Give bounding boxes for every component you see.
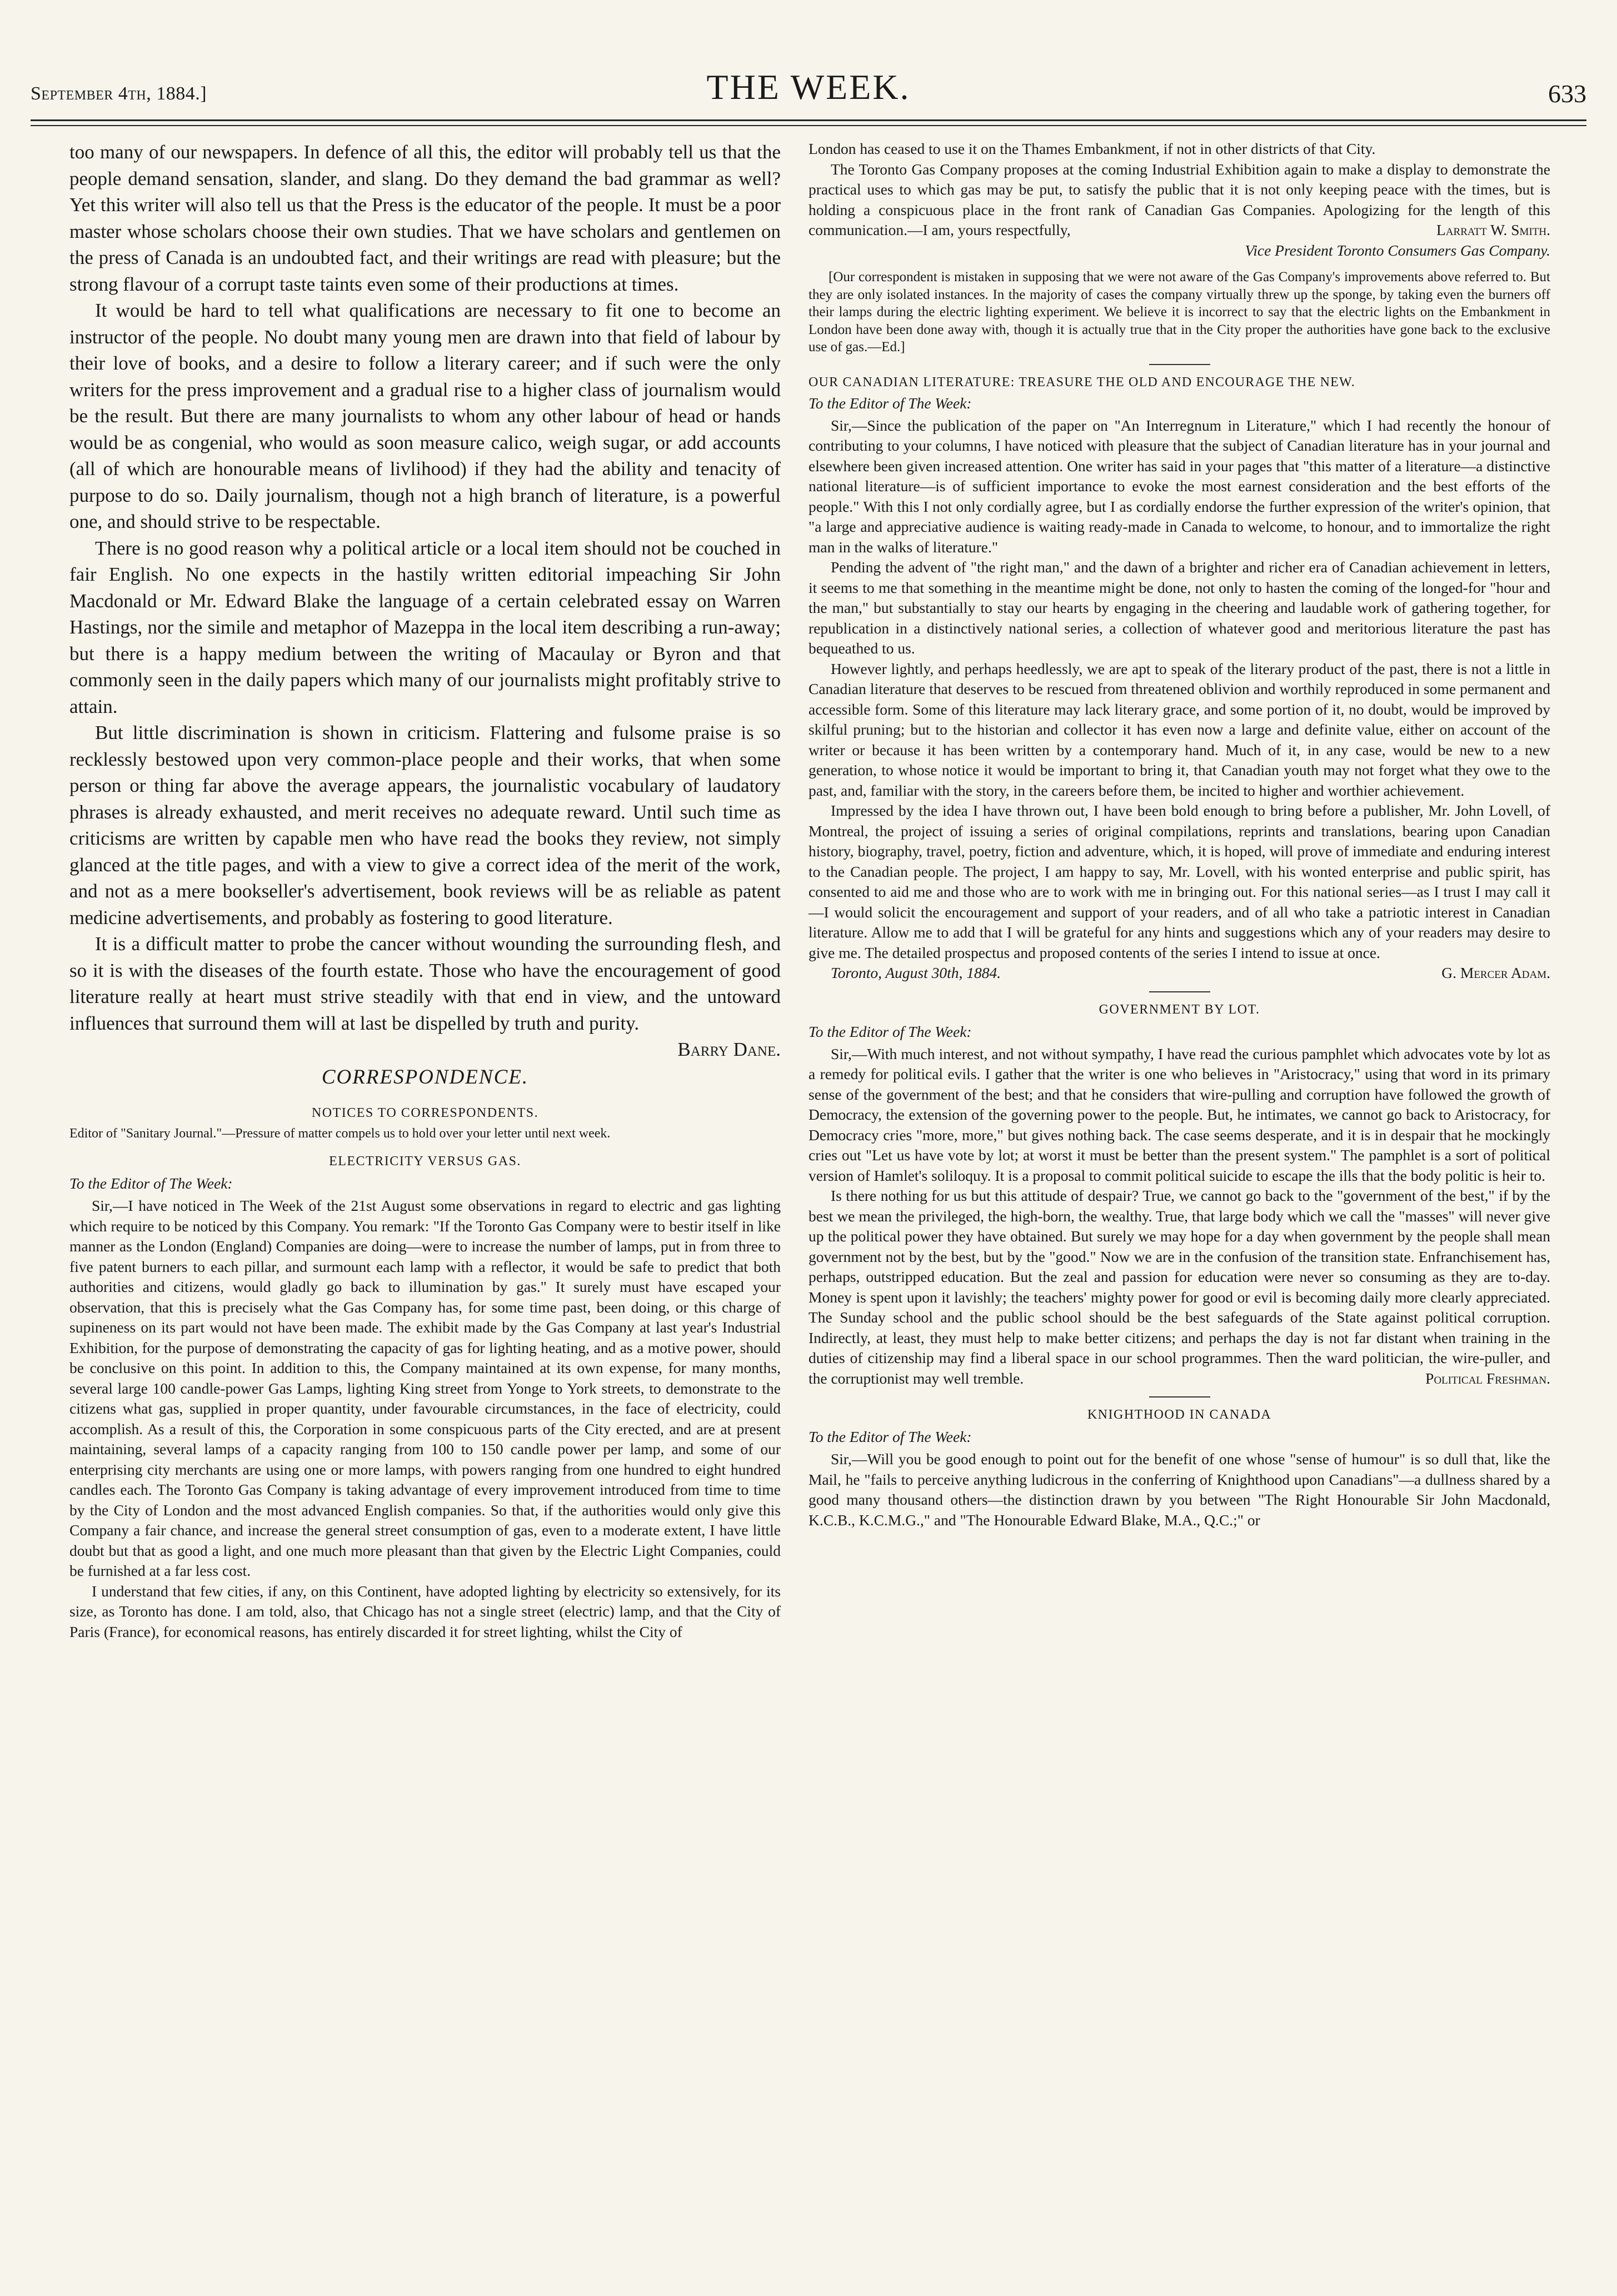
literature-signature: G. Mercer Adam. [1441,964,1550,981]
issue-date: September 4th, 1884.] [31,83,207,104]
essay-paragraph: There is no good reason why a political article or a local item should not be couched in fair English. No one expects in the hastily written editorial impeaching Sir John Macdonald or Mr. Edward Blake the language of a certain celebrated essay on Warren Hastings, nor the simile and metaphor of Mazeppa in the local item describing a run-away; but there is a happy medium between the writing of Macaulay or Byron and that commonly seen in the daily papers which many of our journalists might profitably strive to attain. [69,537,781,717]
lot-signature: Political Freshman. [1425,1369,1550,1387]
letter-paragraph: London has ceased to use it on the Thames Embankment, if not in other districts of that City. [808,140,1376,157]
knighthood-letter [808,1449,1550,1530]
section-divider [1149,364,1210,365]
salutation: To the Editor of The Week: [808,1022,972,1040]
letter-paragraph: Sir,—I have noticed in The Week of the 21st August some observations in regard to electric and gas lighting which require to be noticed by this Company. You remark: "If the Toronto Gas Company were to bestir itself in like manner as the London (England) Companies are doing—were to increase the number of lamps, put in from three to five patent burners to each pillar, and surmount each lamp with a reflector, it would be safe to predict that both authorities and citizens, would gladly go back to illumination by gas." It surely must have escaped your observation, that this is precisely what the Gas Company has, for some time past, been doing, or this charge of supineness on its part would not have been made. The exhibit made by the Gas Company at last year's Industrial Exhibition, for the purpose of demonstrating the capacity of gas for lighting heating, and as a motive power, should be conclusive on this point. In addition to this, the Company maintained at its own expense, for many months, several large 100 candle-power Gas Lamps, lighting King street from Yonge to York streets, to demonstrate to the citizens what gas, supplied in proper quantity, under favourable circumstances, in the face of electricity, could accomplish. As a result of this, the Corporation in some conspicuous parts of the City erected, and are at present maintaining, several lamps of a capacity ranging from 100 to 150 candle power per lamp, and some of our enterprising city merchants are using one or more lamps, with powers ranging from one hundred to eight hundred candles each. The Toronto Gas Company is taking advantage of every improvement introduced from time to time by the City of London and the most advanced English companies. So that, if the authorities would only give this Company a fair chance, and increase the general street consumption of gas, even to a moderate extent, I have little doubt but that as good a light, and one much more pleasant than that given by the Electric Light Companies, could be furnished at a far less cost. [69,1197,781,1579]
letter-paragraph [808,159,1550,241]
letter-paragraph: Impressed by the idea I have thrown out, I have been bold enough to bring before a publisher, Mr. John Lovell, of Montreal, the project of issuing a series of original compilations, reprints and translations, bearing upon Canadian history, biography, travel, poetry, fiction and adventure, which, it is hoped, will prove of immediate and enduring interest to the Canadian people. The project, I am happy to say, Mr. Lovell, with his wonted enterprise and public spirit, has consented to aid me and those who are to work with me in bringing out. For this national series—as I trust I may call it—I would solicit the encouragement and support of your readers, and of all who take a patriotic interest in Canadian literature. Allow me to add that I will be grateful for any hints and suggestions which any of your readers may desire to give me. The detailed prospectus and proposed contents of the series I intend to issue at once. [808,802,1550,961]
letter-paragraph: Sir,—With much interest, and not without sympathy, I have read the curious pamphlet which advocates vote by lot as a remedy for political evils. I gather that the writer is one who believes in "Aristocracy," using that word in its primary sense of the government of the best; and that he considers that wire-pulling and corruption have followed the growth of Democracy, the extension of the governing power to the people. But, he intimates, we cannot go back to Aristocracy, for Democracy cries "more, more," but gives nothing back. The case seems desperate, and it is in despair that he mockingly cries out "Let us have vote by lot; at worst it must be better than the present system." The pamphlet is a sort of political version of Hamlet's soliloquy. It is a proposal to commit political suicide to escape the ills that the body politic is heir to. [808,1045,1550,1184]
letter-paragraph: Sir,—Will you be good enough to point out for the benefit of one whose "sense of humour" is so dull that, like the Mail, he "fails to perceive anything ludicrous in the conferring of Knighthood upon Canadians"—a dullness shared by a good many thousand others—the distinction drawn by you between "The Right Honourable Sir John Macdonald, K.C.B., K.C.M.G.," and "The Honourable Edward Blake, M.A., Q.C.;" or [808,1450,1550,1529]
letter-paragraph: Pending the advent of "the right man," and the dawn of a brighter and richer era of Canadian achievement in letters, it seems to me that something in the meantime might be done, not only to hasten the coming of the longed-for "hour and the man," but substantially to stay our hearts by engaging in the cheering and laudable work of gathering together, for republication in a distinctively national series, a collection of whatever good and meritorious literature the past has bequeathed to us. [808,558,1550,657]
literature-signoff [808,963,1550,984]
salutation: To the Editor of The Week: [69,1175,233,1192]
gas-signature-title: Vice President Toronto Consumers Gas Company. [1245,241,1550,259]
essay-paragraph: It would be hard to tell what qualifications are necessary to fit one to become an instructor of the people. No doubt many young men are drawn into that field of labour by their love of books, and a desire to follow a literary career; and if such were the only writers for the press improvement and a gradual rise to a higher class of journalism would be the result. But there are many journalists to whom any other labour of head or hands would be as congenial, who would as soon measure calico, weigh sugar, or add accounts (all of which are honourable means of livlihood) if they had the ability and tenacity of purpose to do so. Daily journalism, though not a high branch of literature, is a powerful one, and should strive to be respectable. [69,300,781,532]
right-column [808,139,1550,1530]
section-divider [1149,991,1210,992]
electricity-heading: ELECTRICITY VERSUS GAS. [329,1154,521,1169]
masthead-rule [31,119,1586,126]
masthead [31,67,1586,150]
knighthood-heading: KNIGHTHOOD IN CANADA [1087,1407,1272,1422]
letter-paragraph: I understand that few cities, if any, on this Continent, have adopted lighting by electricity so extensively, for its size, as Toronto has done. I am told, also, that Chicago has not a single street (electric) lamp, and that the City of Paris (France), for economical reasons, has entirely discarded it for street lighting, whilst the City of [69,1582,781,1640]
notice-text: Editor of "Sanitary Journal."—Pressure of matter compels us to hold over your letter until next week. [69,1126,611,1141]
editor-note: [Our correspondent is mistaken in supposing that we were not aware of the Gas Company's improvements above referred to. But they are only isolated instances. In the majority of cases the company virtually threw up the sponge, by taking even the burners off their lamps during the electric lighting experiment. We believe it is incorrect to say that the electric lights on the Embankment in London have been done away with, though it is actually true that in the City proper the authorities have gone back to the exclusive use of gas.—Ed.] [808,269,1550,355]
left-column [69,139,781,1642]
letter-paragraph: Sir,—Since the publication of the paper on "An Interregnum in Literature," which I had recently the honour of contributing to your columns, I have noticed with pleasure that the subject of Canadian literature has in your journal and elsewhere been given increased attention. One writer has said in your pages that "this matter of a literature—a distinctive national literature—is of sufficient importance to evoke the most earnest consideration and the best efforts of the people." With this I not only cordially agree, but I as cordially endorse the further expression of the writer's opinion, that "a large and appreciative audience is waiting ready-made in Canada to welcome, to honour, and to immortalize the right man in the walks of literature." [808,416,1550,556]
electricity-letter [69,1196,781,1642]
notices-heading: NOTICES TO CORRESPONDENTS. [311,1106,539,1120]
lot-heading: GOVERNMENT BY LOT. [1099,1002,1260,1017]
letter-paragraph-text: Is there nothing for us but this attitude of despair? True, we cannot go back to the "government of the best," if by the best we mean the privileged, the high-born, the wealthy. True, that large body which we call the "masses" will never give up the political power they have obtained. But surely we may hope for a day when government by the people shall mean government not by the best, but by the "good." Now we are in the confusion of the transition state. Enfranchisement has, perhaps, outstripped education. But the zeal and passion for education were never so consuming as they are to-day. Money is spent upon it lavishly; the teachers' mighty power for good or evil is becoming daily more clearly appreciated. The Sunday school and the public school should be the best safeguards of the State against political corruption. Indirectly, at least, they must help to make better citizens; and perhaps the day is not far distant when training in the duties of citizenship may find a liberal space in our school programmes. Then the ward politician, the wire-puller, and the corruptionist may well tremble. [808,1187,1550,1387]
section-divider [1149,1396,1210,1397]
essay-paragraph: too many of our newspapers. In defence of all this, the editor will probably tell us that the people demand sensation, slander, and slang. Do they demand the bad grammar as well? Yet this writer will also tell us that the Press is the educator of the people. It must be a poor master whose scholars choose their own studies. That we have scholars and gentlemen on the press of Canada is an undoubted fact, and their writings are read with pleasure; but the strong flavour of a corrupt taste taints even some of their productions at times. [69,141,781,295]
literature-heading: OUR CANADIAN LITERATURE: TREASURE THE OLD AND ENCOURAGE THE NEW. [808,375,1355,390]
press-essay [69,139,781,1060]
letter-paragraph [808,1186,1550,1389]
place-date: Toronto, August 30th, 1884. [831,964,1001,981]
newspaper-title: THE WEEK. [706,67,911,107]
correspondence-title: CORRESPONDENCE. [321,1066,529,1089]
literature-letter [808,416,1550,964]
letter-paragraph: However lightly, and perhaps heedlessly, we are apt to speak of the literary product of the past, there is not a little in Canadian literature that deserves to be rescued from threatened oblivion and worthily reproduced in some permanent and accessible form. Some of this literature may lack literary grace, and some portion of it, no doubt, would be improved by skilful pruning; but to the historian and collector it has even now a large and definite value, either on account of the writer or because it has been written by a contemporary hand. Much of it, in any case, would be new to a new generation, to whose notice it would be important to bring it, that Canadian youth may not forget what they owe to the past, and, familiar with the story, in the careers before them, be incited to higher and worthier achievement. [808,660,1550,799]
salutation: To the Editor of The Week: [808,1428,972,1445]
lot-letter [808,1044,1550,1389]
page-number: 633 [1548,79,1586,108]
letter-paragraph-text: The Toronto Gas Company proposes at the coming Industrial Exhibition again to make a display to demonstrate the practical uses to which gas may be put, to satisfy the public that it is not only keeping peace with the times, but is holding a conspicuous place in the front rank of Canadian Gas Companies. Apologizing for the length of this communication.—I am, yours respectfully, [808,160,1550,238]
salutation: To the Editor of The Week: [808,394,972,412]
gas-signature: Larratt W. Smith. [1436,221,1550,238]
essay-paragraph-text: It is a difficult matter to probe the cancer without wounding the surrounding flesh, and so it is with the diseases of the fourth estate. Those who have the encouragement of good literature really at heart must strive steadily with that end in view, and the untoward influences that surround them will at last be dispelled by truth and purity. [69,933,781,1034]
essay-paragraph: But little discrimination is shown in criticism. Flattering and fulsome praise is so recklessly bestowed upon very common-place people and their works, that when some person or thing far above the average appears, the journalistic vocabulary of laudatory phrases is already exhausted, and merit receives no adequate reward. Until such time as criticisms are written by capable men who have read the books they review, not simply glanced at the title pages, and with a view to give a correct idea of the merit of the work, and not as a mere bookseller's advertisement, book reviews will be as reliable as patent medicine advertisements, and probably as fostering to good literature. [69,722,781,929]
gas-letter-continued [808,139,1550,241]
essay-signature: Barry Dane. [677,1039,781,1060]
essay-paragraph [69,931,781,1060]
